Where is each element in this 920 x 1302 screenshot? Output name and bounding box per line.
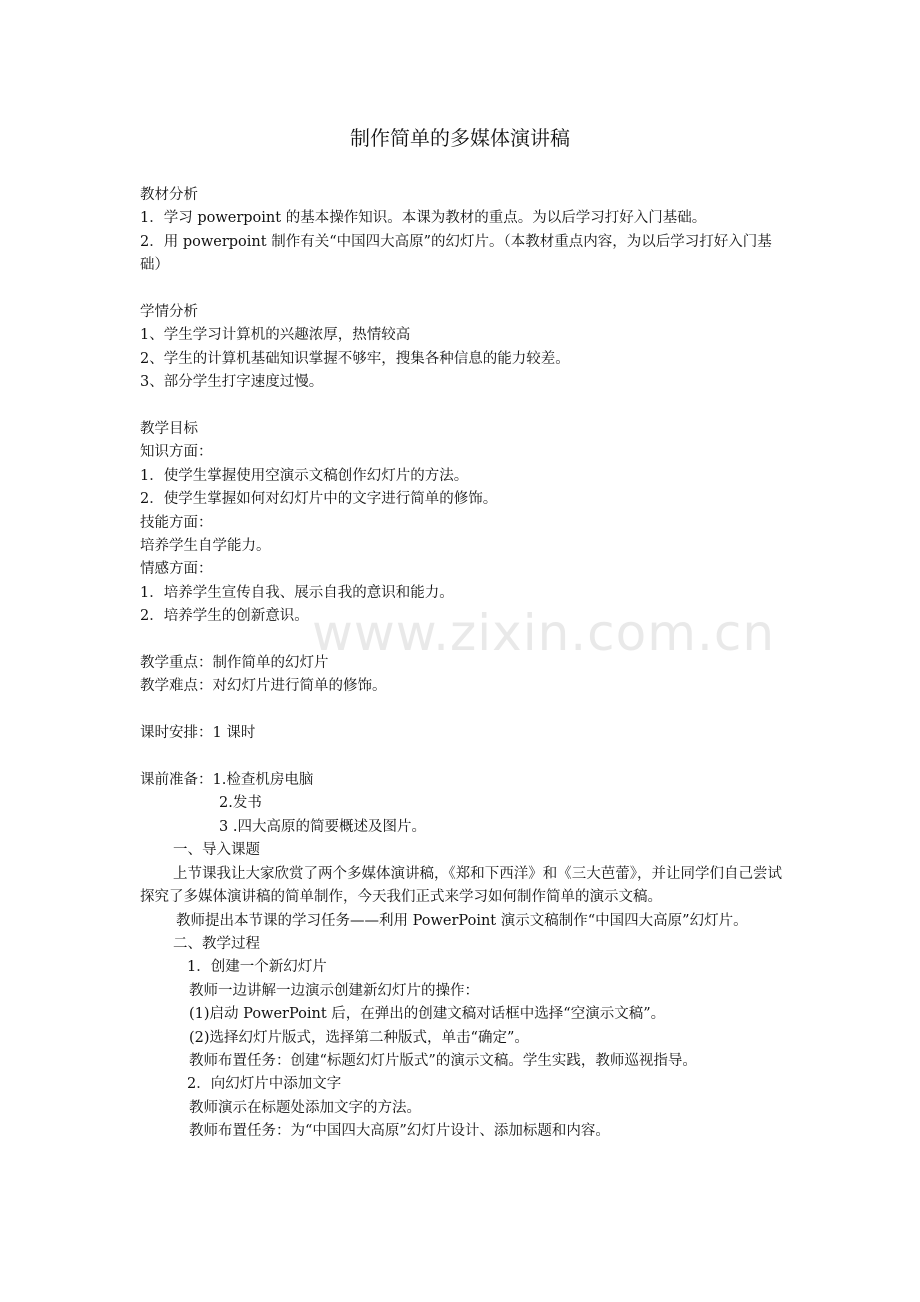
key-point: 教学重点：制作简单的幻灯片 (140, 655, 329, 672)
prep-line-1: 课前准备：1.检查机房电脑 (140, 772, 314, 789)
prep-line-3: 3 .四大高原的简要概述及图片。 (219, 818, 426, 835)
step1-line-4: 教师布置任务：创建“标题幻灯片版式”的演示文稿。学生实践，教师巡视指导。 (189, 1052, 697, 1069)
document-body (140, 184, 790, 1144)
step2-heading: 2．向幻灯片中添加文字 (187, 1076, 342, 1093)
section-heading-goals: 教学目标 (140, 421, 198, 438)
emotion-heading: 情感方面： (140, 561, 213, 578)
schedule: 课时安排：1 课时 (140, 725, 256, 742)
intro-paragraph-2: 教师提出本节课的学习任务——利用 PowerPoint 演示文稿制作“中国四大高原”幻灯片。 (176, 912, 748, 929)
difficulty: 教学难点：对幻灯片进行简单的修饰。 (140, 678, 387, 695)
process-heading: 二、教学过程 (173, 935, 260, 952)
skill-line: 培养学生自学能力。 (140, 538, 271, 555)
section-heading-students: 学情分析 (140, 304, 198, 321)
skill-heading: 技能方面： (140, 514, 213, 531)
knowledge-heading: 知识方面： (140, 444, 213, 461)
spacer (140, 699, 790, 722)
knowledge-line-2: 2．使学生掌握如何对幻灯片中的文字进行简单的修饰。 (140, 491, 498, 508)
step1-line-2: (1)启动 PowerPoint 后，在弹出的创建文稿对话框中选择“空演示文稿”。 (189, 1006, 666, 1023)
step1-line-1: 教师一边讲解一边演示创建新幻灯片的操作： (189, 982, 479, 999)
intro-paragraph-1: 上节课我让大家欣赏了两个多媒体演讲稿，《郑和下西洋》和《三大芭蕾》，并让同学们自己尝试探究了多媒体演讲稿的简单制作，今天我们正式来学习如何制作简单的演示文稿。 (140, 865, 782, 906)
spacer (140, 629, 790, 652)
knowledge-line-1: 1．使学生掌握使用空演示文稿创作幻灯片的方法。 (140, 467, 469, 484)
step1-heading: 1．创建一个新幻灯片 (187, 959, 327, 976)
students-line-2: 2、学生的计算机基础知识掌握不够牢，搜集各种信息的能力较差。 (140, 350, 570, 367)
prep-line-2: 2.发书 (219, 795, 262, 812)
step2-line-1: 教师演示在标题处添加文字的方法。 (189, 1099, 421, 1116)
textbook-line-2: 2．用 powerpoint 制作有关“中国四大高原”的幻灯片。（本教材重点内容，为以后学习打好入门基础） (140, 233, 772, 274)
spacer (140, 395, 790, 418)
students-line-3: 3、部分学生打字速度过慢。 (140, 374, 324, 391)
watermark: www.zixin.com.cn (312, 604, 776, 662)
emotion-line-1: 1．培养学生宣传自我、展示自我的意识和能力。 (140, 584, 454, 601)
spacer (140, 746, 790, 769)
intro-heading: 一、导入课题 (173, 842, 260, 859)
step2-line-2: 教师布置任务：为“中国四大高原”幻灯片设计、添加标题和内容。 (189, 1123, 610, 1140)
emotion-line-2: 2．培养学生的创新意识。 (140, 608, 309, 625)
students-line-1: 1、学生学习计算机的兴趣浓厚，热情较高 (140, 327, 411, 344)
spacer (140, 278, 790, 301)
textbook-line-1: 1．学习 powerpoint 的基本操作知识。本课为教材的重点。为以后学习打好入门基础。 (140, 210, 707, 227)
section-heading-textbook: 教材分析 (140, 187, 198, 203)
document-title: 制作简单的多媒体演讲稿 (350, 126, 570, 150)
step1-line-3: (2)选择幻灯片版式，选择第二种版式，单击“确定”。 (189, 1029, 529, 1046)
